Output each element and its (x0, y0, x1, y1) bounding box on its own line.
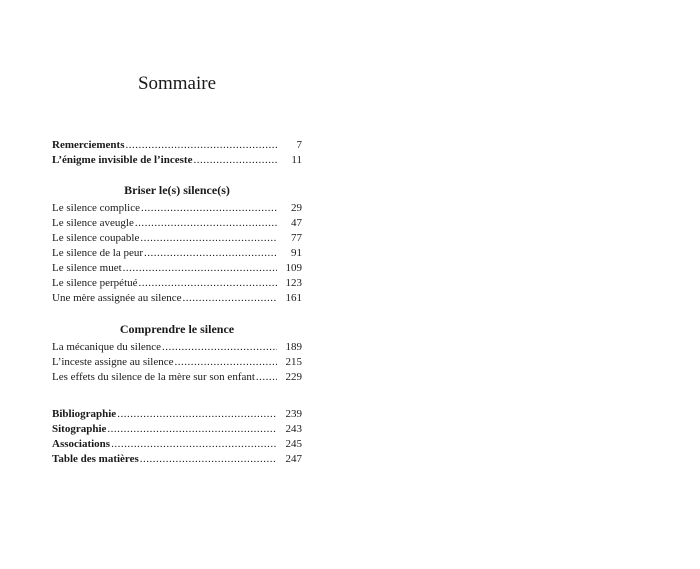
toc-entry[interactable] (52, 291, 302, 306)
toc-entry-label: Associations (52, 438, 111, 450)
toc-entry[interactable] (52, 355, 302, 370)
toc-entry-label: Le silence coupable (52, 232, 140, 244)
toc-entry[interactable] (52, 437, 302, 452)
dot-leader (144, 246, 277, 261)
toc-entry[interactable] (52, 153, 302, 168)
dot-leader (174, 355, 277, 370)
section-heading-briser: Briser le(s) silence(s) (124, 183, 230, 197)
toc-entry-label: Le silence muet (52, 262, 122, 274)
toc-entry-page: 47 (291, 217, 302, 229)
toc-entry-page: 215 (285, 356, 302, 368)
toc-entry[interactable] (52, 452, 302, 467)
toc-entry-page: 123 (285, 277, 302, 289)
toc-entry-page: 109 (285, 262, 302, 274)
toc-entry-label: L’inceste assigne au silence (52, 356, 174, 368)
dot-leader (125, 138, 277, 153)
toc-entry-page: 161 (285, 292, 302, 304)
section1-list (52, 201, 302, 306)
dot-leader (123, 261, 277, 276)
toc-entry-label: Les effets du silence de la mère sur son enfant (52, 371, 255, 383)
toc-entry[interactable] (52, 201, 302, 216)
dot-leader (193, 153, 277, 168)
toc-entry-page: 29 (291, 202, 302, 214)
dot-leader (139, 276, 277, 291)
toc-entry-page: 7 (296, 139, 302, 151)
toc-entry-page: 77 (291, 232, 302, 244)
toc-entry[interactable] (52, 138, 302, 153)
toc-entry-page: 243 (285, 423, 302, 435)
section-heading-comprendre: Comprendre le silence (119, 322, 235, 336)
dot-leader (117, 407, 277, 422)
toc-entry[interactable] (52, 340, 302, 355)
toc-entry-label: Sitographie (52, 423, 107, 435)
toc-entry[interactable] (52, 261, 302, 276)
dot-leader (140, 231, 277, 246)
dot-leader (107, 422, 277, 437)
toc-entry-label: Remerciements (52, 139, 125, 151)
back-matter-list (52, 407, 302, 467)
toc-entry-page: 247 (285, 453, 302, 465)
toc-entry[interactable] (52, 407, 302, 422)
toc-entry-page: 11 (291, 154, 302, 166)
toc-entry[interactable] (52, 370, 302, 385)
toc-entry-page: 229 (285, 371, 302, 383)
dot-leader (111, 437, 277, 452)
dot-leader (140, 452, 277, 467)
toc-entry-label: L’énigme invisible de l’inceste (52, 154, 193, 166)
toc-entry-label: Le silence aveugle (52, 217, 134, 229)
dot-leader (135, 216, 277, 231)
toc-entry-page: 239 (285, 408, 302, 420)
toc-entry[interactable] (52, 422, 302, 437)
toc-entry-label: Table des matières (52, 453, 139, 465)
toc-entry-page: 91 (291, 247, 302, 259)
toc-entry[interactable] (52, 231, 302, 246)
dot-leader (141, 201, 277, 216)
toc-entry[interactable] (52, 276, 302, 291)
toc-entry-label: Le silence complice (52, 202, 140, 214)
section2-list (52, 340, 302, 385)
toc-entry-label: Le silence perpétué (52, 277, 138, 289)
dot-leader (183, 291, 278, 306)
toc-entry-label: Bibliographie (52, 408, 117, 420)
toc-entry-label: Le silence de la peur (52, 247, 144, 259)
dot-leader (256, 370, 277, 385)
toc-entry[interactable] (52, 216, 302, 231)
toc-entry-page: 189 (285, 341, 302, 353)
front-matter-list (52, 138, 302, 168)
toc-entry-label: Une mère assignée au silence (52, 292, 182, 304)
toc-entry[interactable] (52, 246, 302, 261)
dot-leader (162, 340, 277, 355)
toc-entry-label: La mécanique du silence (52, 341, 162, 353)
toc-entry-page: 245 (285, 438, 302, 450)
page-title: Sommaire (137, 73, 217, 94)
